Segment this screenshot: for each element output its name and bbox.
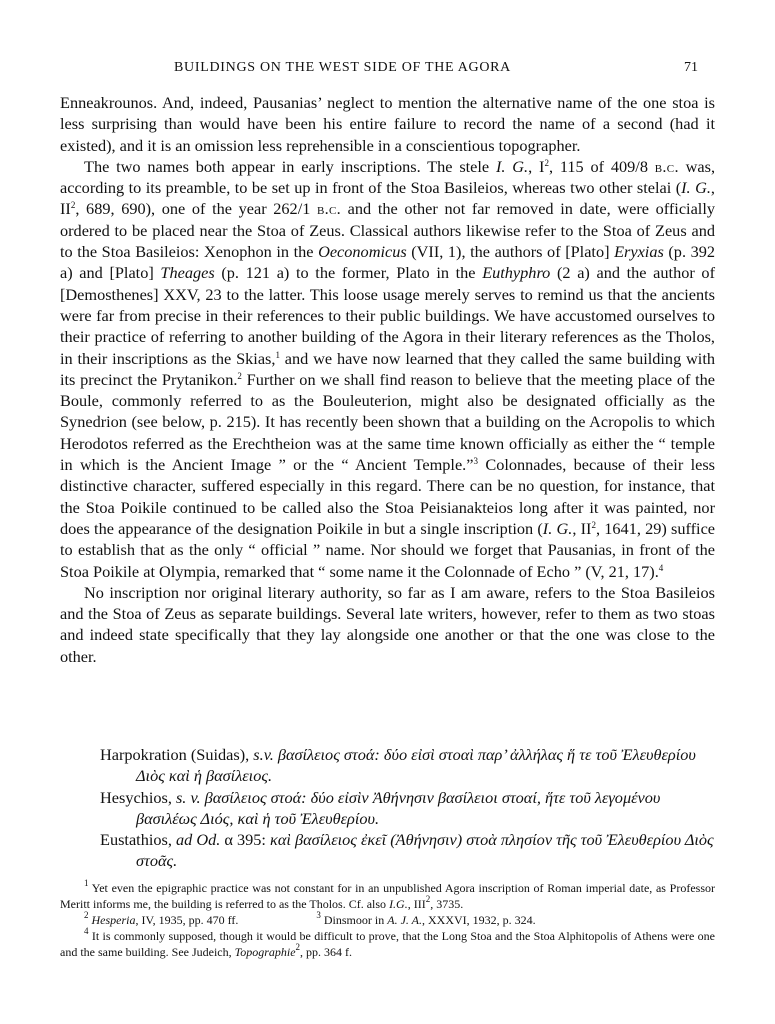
text-run: , 689, 690), one of the year 262/1 [75,199,318,219]
footnote-1 [60,880,715,912]
paragraph-continuation: Enneakrounos. And, indeed, Pausanias’ neglect to mention the alternative name of the one stoa is less surprising than would have been his entire failure to record the name of a second (had it existed), and it is an omission less reprehensible in a conscientious topographer. [60,93,715,155]
text-run: and we have now learned that they called the same building with its precinct the Prytanikon. [60,348,715,389]
quote-ref: s.v. [253,745,274,764]
footnote-4 [60,928,715,960]
footnote-text: Yet even the epigraphic practice was not constant for in an unpublished Agora inscription of Roman imperial date, as Professor Meritt informs me, the building is referred to as the Tholos. Cf. also [60,881,715,911]
quote-harpokration [100,744,715,787]
paragraph-two-names [60,156,715,582]
quote-author: Eustathios, [100,830,176,850]
quote-loc: α 395: [220,830,270,850]
footnote-text: , XXXVI, 1932, p. 324. [422,913,536,927]
text-run: (p. 392 a) and [Plato] [60,242,715,283]
footnote-number: 4 [84,926,89,936]
greek-text: βασίλειος στοά: δύο εἰσὶ στοαὶ παρ’ ἀλλήλας ἥ τε τοῦ Ἐλευθερίου Διὸς καὶ ἡ βασίλειος. [136,745,696,786]
text-run: , 115 of 409/8 [548,156,655,176]
text-run: Colonnades, because of their less distinctive character, suffered especially in this regard. There can be no question, for instance, that the Stoa Poikile continued to be called also the Stoa Peisianakteios long after it was painted, nor does the appearance of the designation Poikile in but a single inscription ( [60,455,716,538]
greek-text: βασίλειος στοά: δύο εἰσὶν Ἀθήνησιν βασίλειοι στοαί, ἥτε τοῦ λεγομένου βασιλέως Διός, καὶ ἡ τοῦ Ἐλευθερίου. [136,787,661,828]
page-number: 71 [684,60,698,75]
footnote-text: , pp. 364 f. [300,945,353,959]
footnote-ref-1[interactable]: 1 [275,349,280,360]
footnote-text: Dinsmoor in [320,913,388,927]
quote-eustathios [100,829,715,872]
footnote-3 [316,910,536,927]
text-run: was, according to its preamble, to be set up in front of the Stoa Basileios, whereas two other stelai ( [60,156,716,198]
era-abbrev: b.c. [317,199,342,219]
text-run: , II [60,178,715,219]
footnotes [60,880,715,960]
text-run: The two names both appear in early inscriptions. The stele [84,156,496,176]
footnote-number: 2 [84,910,89,920]
citation-ig: I. G. [495,156,529,176]
text-run: (VII, 1), the authors of [Plato] [406,242,615,262]
footnote-ref-4[interactable]: 4 [658,562,664,573]
citation-ig: I. G. [681,178,711,198]
work-title: Oeconomicus [318,242,407,262]
edition-superscript: 2 [70,200,76,211]
text-run: (p. 121 a) to the former, Plato in the [214,263,483,283]
text-run: , I [528,156,545,176]
footnote-number: 3 [316,910,321,920]
work-title: Euthyphro [482,263,551,283]
text-run: , II [572,518,592,538]
era-abbrev: b.c. [654,156,679,176]
journal-title: A. J. A. [387,913,423,927]
footnotes-2-3 [60,912,715,928]
quote-ref: ad Od. [175,830,221,850]
edition-superscript: 2 [295,942,301,952]
paragraph-late-writers: No inscription nor original literary authority, so far as I am aware, refers to the Stoa Basileios and the Stoa of Zeus as separate buildings. Several late writers, however, refer to them as two stoas and indeed state specifically that they lay alongside one another or that the one was close to the other. [60,582,715,666]
quote-author: Harpokration (Suidas), [100,745,254,764]
footnote-2 [84,910,239,927]
edition-superscript: 2 [425,894,431,904]
book-title: Topographie [234,945,296,959]
running-title: BUILDINGS ON THE WEST SIDE OF THE AGORA [174,60,511,75]
work-title: Theages [160,263,215,283]
quote-ref: s. v. [175,787,201,807]
footnote-ref-3[interactable]: 3 [473,456,478,467]
journal-title: Hesperia [88,913,136,927]
body-text [60,92,715,667]
footnote-text: , IV, 1935, pp. 470 ff. [135,913,239,927]
footnote-number: 1 [84,878,89,888]
work-title: Eryxias [614,242,664,262]
citation-ig: I. G. [542,518,573,538]
footnote-text: It is commonly supposed, though it would be difficult to prove, that the Long Stoa and the Stoa Alphitopolis of Athens were one and the same building. See Judeich, [60,929,715,959]
footnote-ref-2[interactable]: 2 [237,370,242,381]
quote-hesychios [100,787,715,830]
text-run: and the other not far removed in date, were officially ordered to be placed near the Stoa of Zeus. Classical authors likewise refer to the Stoa of Zeus and to the Stoa Basileios: Xenophon in the [60,199,715,262]
edition-superscript: 2 [544,157,549,168]
text-run: , 1641, 29) suffice to establish that as the only “ official ” name. Nor should we forget that Pausanias, in front of the Stoa Poikile at Olympia, remarked that “ some name it the Colonnade of Echo ” (V, 21, 17). [60,518,716,581]
text-run: (2 a) and the author of [Demosthenes] XXV, 23 to the latter. This loose usage merely serves to remind us that the ancients were far from precise in their references to their public buildings. We have accustomed ourselves to their practice of referring to another building of the Agora in their literary references as the Tholos, in their inscriptions as the Skias, [60,263,715,368]
text-run: Further on we shall find reason to believe that the meeting place of the Boule, commonly referred to as the Bouleuterion, might also be designated officially as the Synedrion (see below, p. 215). It has recently been shown that a building on the Acropolis to which Herodotos referred as the Erechtheion was at the same time known officially as either the “ temple in which is the Ancient Image ” or the “ Ancient Temple.” [60,369,715,475]
citation-ig: I.G. [389,897,408,911]
footnote-text: , 3735. [430,897,464,911]
quotation-block [100,744,715,872]
greek-text: καὶ βασίλειος ἐκεῖ (Ἀθήνησιν) στοὰ πλησίον τῆς τοῦ Ἐλευθερίου Διὸς στοᾶς. [136,830,714,871]
footnote-text: , III [407,897,426,911]
quote-author: Hesychios, [100,787,176,807]
edition-superscript: 2 [591,519,596,530]
